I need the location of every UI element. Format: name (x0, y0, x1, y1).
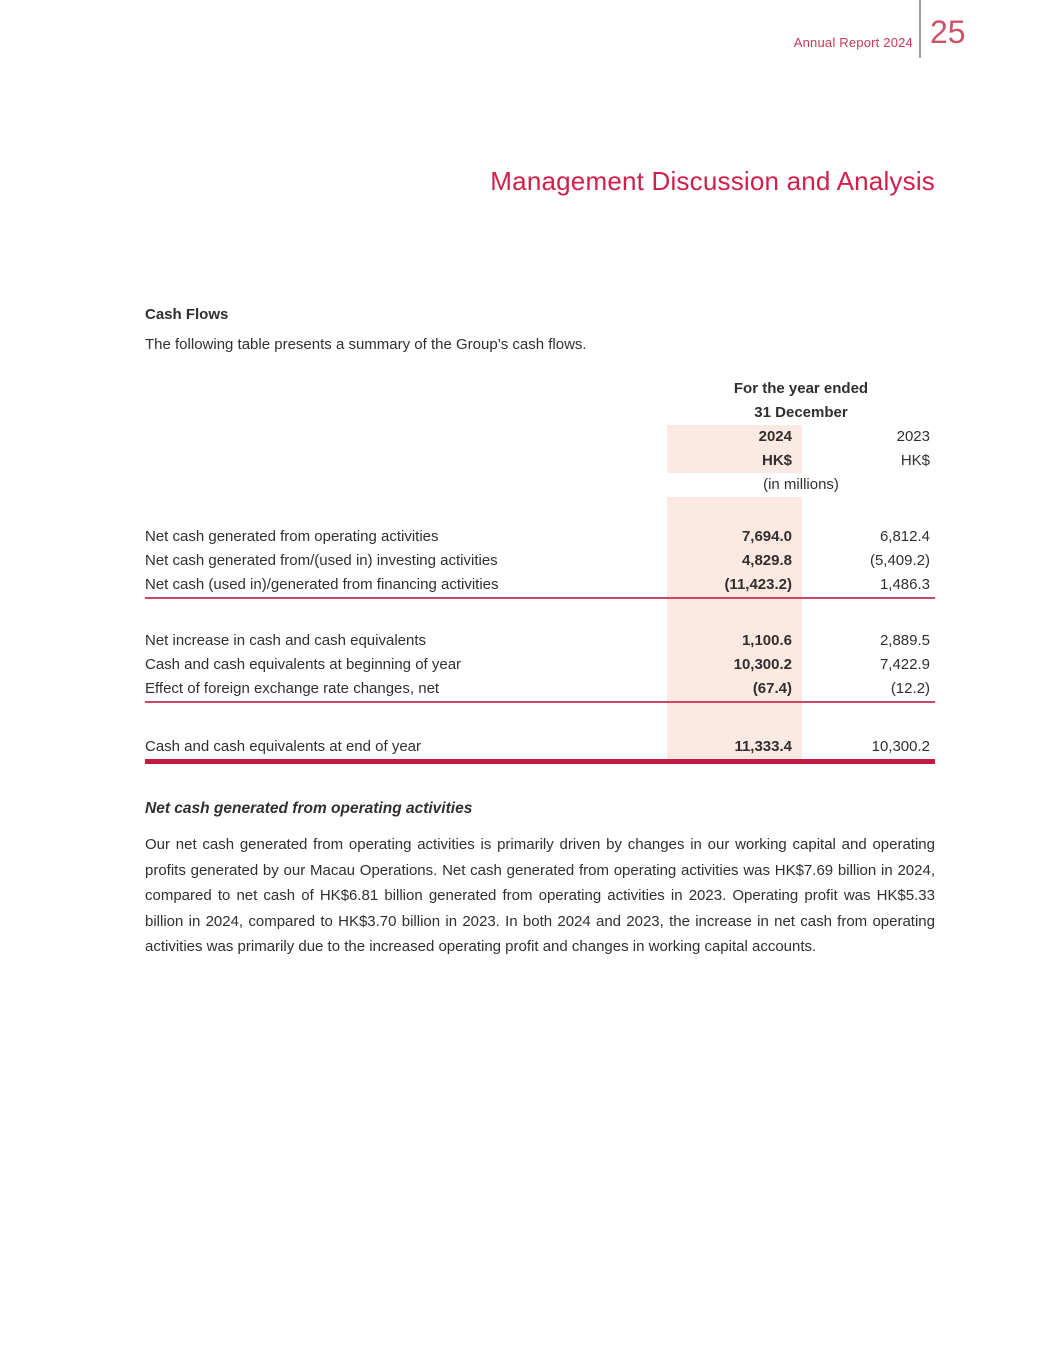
value-2024: 1,100.6 (667, 629, 802, 653)
column-header-year-2023: 2023 (896, 428, 930, 445)
column-header-year-2024: 2024 (667, 425, 802, 449)
table-spacer (145, 703, 935, 735)
table-row (145, 549, 935, 573)
value-2023: 1,486.3 (879, 576, 930, 593)
cash-flows-table (145, 377, 935, 764)
row-label: Net cash generated from operating activities (145, 528, 439, 545)
table-year-header-row (145, 425, 935, 449)
table-row (145, 677, 935, 701)
row-label: Net cash generated from/(used in) investing activities (145, 552, 498, 569)
value-2024: 4,829.8 (667, 549, 802, 573)
page-number: 25 (930, 14, 966, 50)
value-2024: (67.4) (667, 677, 802, 701)
table-units-row (145, 473, 935, 497)
value-2024: 11,333.4 (667, 735, 802, 759)
content-area (145, 306, 935, 960)
row-label: Net cash (used in)/generated from financing activities (145, 576, 499, 593)
units-note: (in millions) (763, 476, 839, 493)
section-intro-text: The following table presents a summary of the Group’s cash flows. (145, 336, 587, 353)
table-spacer (145, 497, 935, 525)
row-label: Effect of foreign exchange rate changes, net (145, 680, 440, 697)
page-title: Management Discussion and Analysis (490, 166, 935, 196)
table-row-total (145, 735, 935, 759)
report-title-label: Annual Report 2024 (793, 35, 913, 50)
table-row (145, 653, 935, 677)
value-2024: 10,300.2 (667, 653, 802, 677)
subsection-paragraph: Our net cash generated from operating activities is primarily driven by changes in our working capital and operating profits generated by our Macau Operations. Net cash generated from operating activities was HK$7.69 billion in 2024, compared to net cash of HK$6.81 billion generated from operating activities in 2023. Operating profit was HK$5.33 billion in 2024, compared to HK$3.70 billion in 2023. In both 2024 and 2023, the increase in net cash from operating activities was primarily due to the increased operating profit and changes in working capital accounts. (145, 836, 935, 955)
table-currency-header-row (145, 449, 935, 473)
table-rule-thick (145, 759, 935, 764)
header-divider (919, 0, 921, 58)
value-2024: (11,423.2) (667, 573, 802, 597)
value-2023: (5,409.2) (869, 552, 930, 569)
row-label: Cash and cash equivalents at end of year (145, 738, 422, 755)
table-row (145, 629, 935, 653)
section-heading-cash-flows: Cash Flows (145, 306, 229, 323)
table-period-header-row1 (145, 377, 935, 401)
value-2024: 7,694.0 (667, 525, 802, 549)
subsection-heading: Net cash generated from operating activities (145, 800, 473, 817)
value-2023: 10,300.2 (871, 738, 930, 755)
table-spacer (145, 599, 935, 629)
column-header-currency-2023: HK$ (900, 452, 930, 469)
value-2023: 6,812.4 (879, 528, 930, 545)
period-header-line2: 31 December (754, 404, 848, 421)
value-2023: 2,889.5 (879, 632, 930, 649)
table-row (145, 573, 935, 597)
row-label: Net increase in cash and cash equivalents (145, 632, 427, 649)
table-period-header-row2 (145, 401, 935, 425)
row-label: Cash and cash equivalents at beginning of year (145, 656, 462, 673)
table-row (145, 525, 935, 549)
value-2023: (12.2) (890, 680, 930, 697)
value-2023: 7,422.9 (879, 656, 930, 673)
period-header-line1: For the year ended (733, 380, 869, 397)
column-header-currency-2024: HK$ (667, 449, 802, 473)
